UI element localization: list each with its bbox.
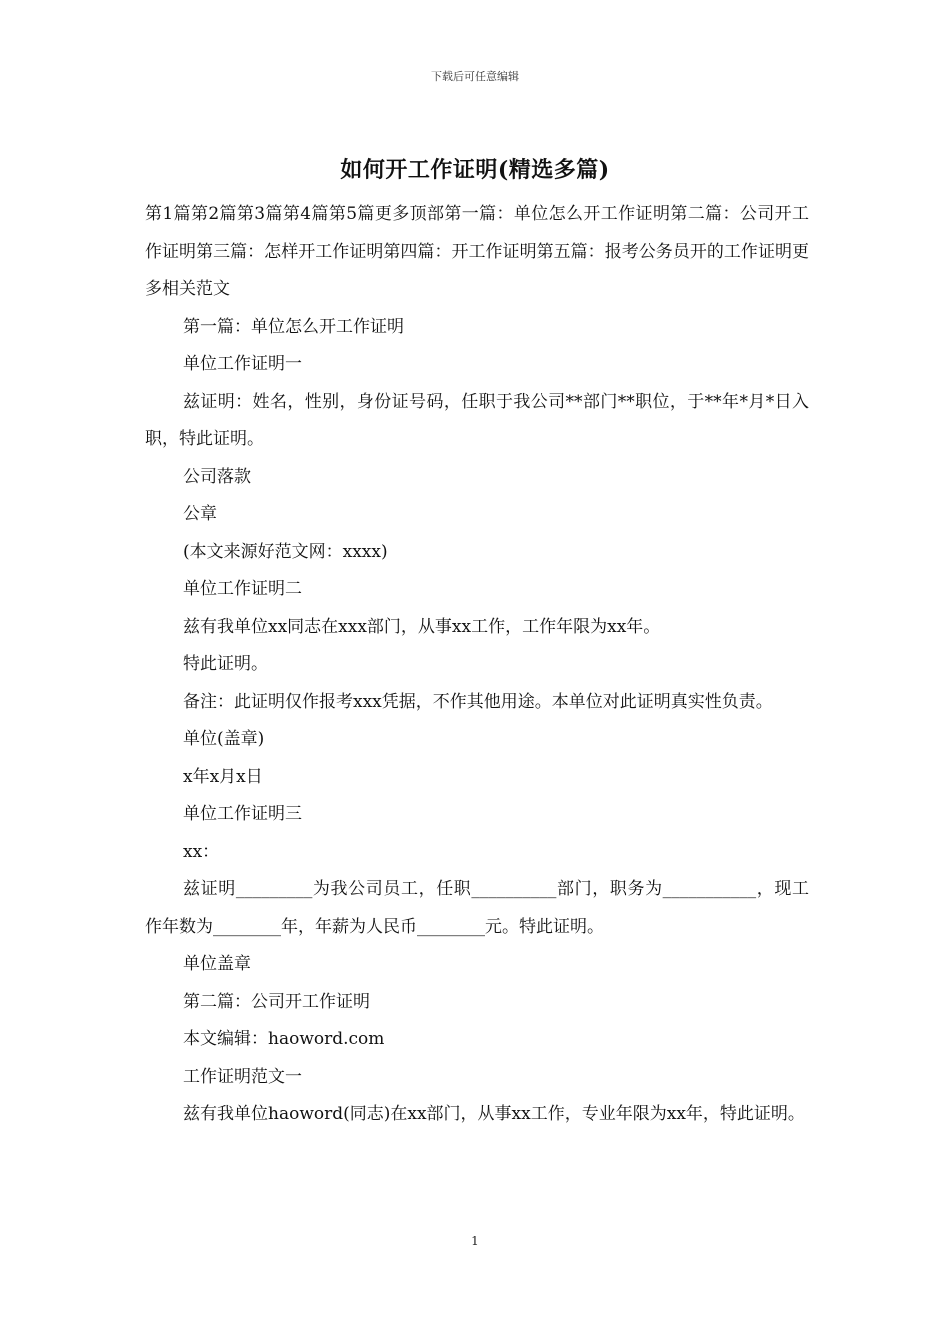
- paragraph: 单位工作证明二: [183, 579, 302, 599]
- document-title: 如何开工作证明(精选多篇): [340, 157, 610, 183]
- paragraph: 公章: [183, 504, 217, 524]
- paragraph: 单位盖章: [183, 954, 251, 974]
- paragraph: 兹有我单位haoword(同志)在xx部门，从事xx工作，专业年限为xx年，特此证明。: [183, 1104, 805, 1124]
- paragraph: 单位(盖章): [183, 729, 265, 749]
- paragraph: 备注：此证明仅作报考xxx凭据，不作其他用途。本单位对此证明真实性负责。: [183, 691, 773, 712]
- page-header-note: 下载后可任意编辑: [431, 70, 519, 83]
- page-number: 1: [471, 1234, 479, 1248]
- paragraph: 本文编辑：haoword.com: [183, 1029, 385, 1049]
- paragraph: 第1篇第2篇第3篇第4篇第5篇更多顶部第一篇：单位怎么开工作证明第二篇：公司开工作证明第三篇：怎样开工作证明第四篇：开工作证明第五篇：报考公务员开的工作证明更多相关范文: [145, 204, 809, 299]
- paragraph: xx：: [183, 841, 220, 862]
- paragraph: 工作证明范文一: [183, 1066, 302, 1087]
- paragraph: 兹证明_________为我公司员工，任职__________部门，职务为___________，现工作年数为________年，年薪为人民币________元。特此证明。: [145, 879, 809, 937]
- paragraph: 兹有我单位xx同志在xxx部门，从事xx工作，工作年限为xx年。: [183, 616, 661, 637]
- paragraph: (本文来源好范文网：xxxx): [183, 541, 388, 562]
- paragraph: x年x月x日: [183, 766, 263, 787]
- paragraph: 公司落款: [183, 466, 251, 487]
- paragraph: 单位工作证明一: [183, 354, 302, 374]
- paragraph: 兹证明：姓名，性别，身份证号码，任职于我公司**部门**职位，于**年*月*日入职，特此证明。: [145, 391, 809, 449]
- document-body: [145, 196, 809, 1134]
- paragraph: 第二篇：公司开工作证明: [183, 991, 370, 1012]
- paragraph: 单位工作证明三: [183, 804, 302, 824]
- paragraph: 特此证明。: [183, 654, 268, 674]
- paragraph: 第一篇：单位怎么开工作证明: [183, 316, 404, 337]
